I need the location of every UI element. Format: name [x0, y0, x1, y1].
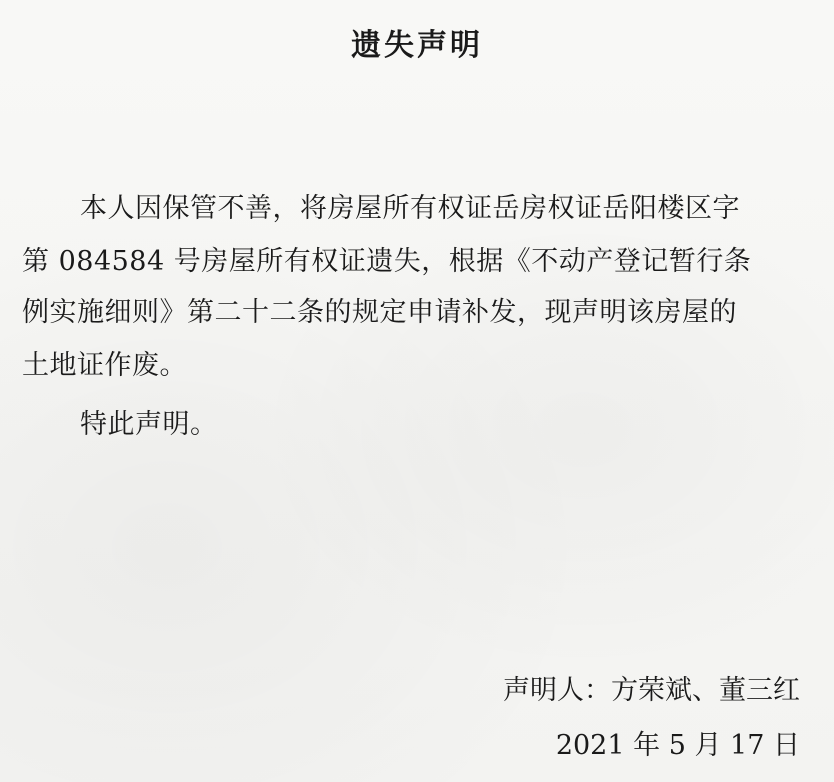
body-line-1: 本人因保管不善，将房屋所有权证岳房权证岳阳楼区字 — [80, 193, 740, 224]
declaration-date: 2021 年 5 月 17 日 — [555, 730, 800, 761]
body-line-2: 第 084584 号房屋所有权证遗失，根据《不动产登记暂行条 — [22, 246, 752, 277]
body-line-4: 土地证作废。 — [22, 350, 187, 381]
document-title: 遗失声明 — [351, 28, 483, 63]
closing-statement: 特此声明。 — [80, 409, 218, 440]
signatory: 声明人：方荣斌、董三红 — [503, 675, 800, 706]
body-line-3: 例实施细则》第二十二条的规定申请补发，现声明该房屋的 — [22, 297, 737, 328]
